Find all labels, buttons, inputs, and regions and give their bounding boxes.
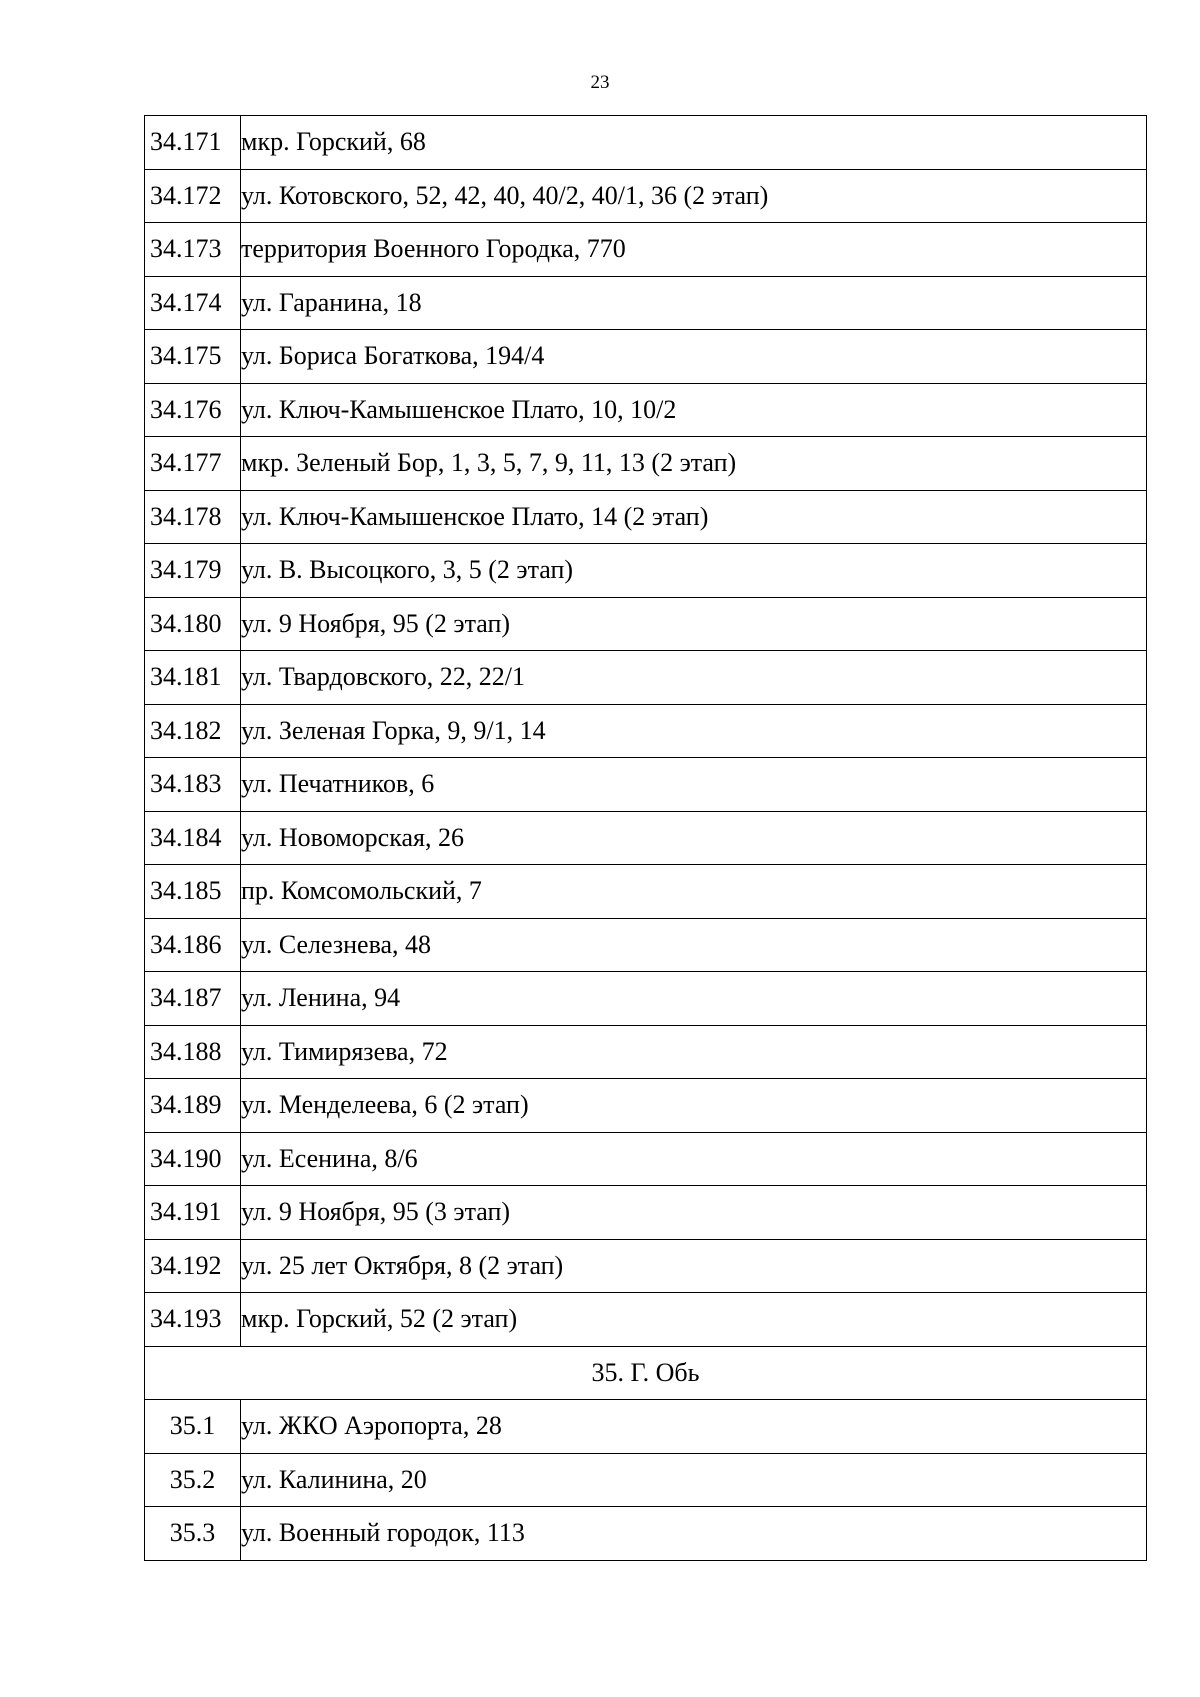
row-address: ул. 9 Ноября, 95 (3 этап): [241, 1186, 1147, 1240]
row-address: ул. Селезнева, 48: [241, 918, 1147, 972]
row-address: ул. Менделеева, 6 (2 этап): [241, 1079, 1147, 1133]
row-address: ул. Гаранина, 18: [241, 276, 1147, 330]
row-address: ул. Ключ-Камышенское Плато, 14 (2 этап): [241, 490, 1147, 544]
row-address: ул. Калинина, 20: [241, 1453, 1147, 1507]
row-address: ул. Зеленая Горка, 9, 9/1, 14: [241, 704, 1147, 758]
section-title: 35. Г. Обь: [145, 1346, 1147, 1400]
row-number: 34.185: [145, 865, 241, 919]
row-number: 34.188: [145, 1025, 241, 1079]
row-address: ул. ЖКО Аэропорта, 28: [241, 1400, 1147, 1454]
row-address: ул. Есенина, 8/6: [241, 1132, 1147, 1186]
row-address: ул. 9 Ноября, 95 (2 этап): [241, 597, 1147, 651]
table-row: [145, 490, 1147, 544]
address-table-body: [145, 116, 1147, 1561]
table-row: [145, 116, 1147, 170]
row-address: мкр. Горский, 52 (2 этап): [241, 1293, 1147, 1347]
row-number: 34.173: [145, 223, 241, 277]
table-row: [145, 544, 1147, 598]
row-address: ул. 25 лет Октября, 8 (2 этап): [241, 1239, 1147, 1293]
table-row: [145, 704, 1147, 758]
row-number: 34.171: [145, 116, 241, 170]
table-row: [145, 383, 1147, 437]
table-row: [145, 1507, 1147, 1561]
row-number: 34.172: [145, 169, 241, 223]
row-address: ул. Твардовского, 22, 22/1: [241, 651, 1147, 705]
section-header-row: [145, 1346, 1147, 1400]
row-number: 34.176: [145, 383, 241, 437]
row-number: 34.193: [145, 1293, 241, 1347]
table-row: [145, 918, 1147, 972]
row-address: ул. Новоморская, 26: [241, 811, 1147, 865]
row-address: ул. Ключ-Камышенское Плато, 10, 10/2: [241, 383, 1147, 437]
row-number: 35.3: [145, 1507, 241, 1561]
row-number: 34.174: [145, 276, 241, 330]
table-row: [145, 651, 1147, 705]
table-row: [145, 437, 1147, 491]
row-number: 34.179: [145, 544, 241, 598]
table-row: [145, 223, 1147, 277]
table-row: [145, 597, 1147, 651]
row-number: 34.186: [145, 918, 241, 972]
row-number: 34.177: [145, 437, 241, 491]
row-address: ул. Ленина, 94: [241, 972, 1147, 1026]
table-row: [145, 1186, 1147, 1240]
row-address: ул. Котовского, 52, 42, 40, 40/2, 40/1, 36 (2 этап): [241, 169, 1147, 223]
row-address: ул. Военный городок, 113: [241, 1507, 1147, 1561]
row-number: 35.2: [145, 1453, 241, 1507]
row-number: 34.180: [145, 597, 241, 651]
table-row: [145, 330, 1147, 384]
row-address: пр. Комсомольский, 7: [241, 865, 1147, 919]
table-row: [145, 1025, 1147, 1079]
page-number: 23: [590, 72, 610, 93]
row-number: 35.1: [145, 1400, 241, 1454]
table-row: [145, 1293, 1147, 1347]
row-address: мкр. Зеленый Бор, 1, 3, 5, 7, 9, 11, 13 (2 этап): [241, 437, 1147, 491]
row-number: 34.189: [145, 1079, 241, 1133]
row-address: ул. Печатников, 6: [241, 758, 1147, 812]
row-address: территория Военного Городка, 770: [241, 223, 1147, 277]
table-row: [145, 276, 1147, 330]
row-number: 34.184: [145, 811, 241, 865]
table-row: [145, 1453, 1147, 1507]
row-number: 34.187: [145, 972, 241, 1026]
row-address: ул. Бориса Богаткова, 194/4: [241, 330, 1147, 384]
row-number: 34.192: [145, 1239, 241, 1293]
row-address: ул. В. Высоцкого, 3, 5 (2 этап): [241, 544, 1147, 598]
table-row: [145, 1400, 1147, 1454]
table-row: [145, 1079, 1147, 1133]
table-row: [145, 811, 1147, 865]
address-table: [144, 115, 1147, 1561]
row-number: 34.175: [145, 330, 241, 384]
row-address: мкр. Горский, 68: [241, 116, 1147, 170]
table-row: [145, 865, 1147, 919]
table-row: [145, 972, 1147, 1026]
row-number: 34.183: [145, 758, 241, 812]
row-address: ул. Тимирязева, 72: [241, 1025, 1147, 1079]
table-row: [145, 1239, 1147, 1293]
row-number: 34.182: [145, 704, 241, 758]
row-number: 34.190: [145, 1132, 241, 1186]
row-number: 34.191: [145, 1186, 241, 1240]
table-row: [145, 169, 1147, 223]
row-number: 34.178: [145, 490, 241, 544]
table-row: [145, 758, 1147, 812]
table-row: [145, 1132, 1147, 1186]
row-number: 34.181: [145, 651, 241, 705]
